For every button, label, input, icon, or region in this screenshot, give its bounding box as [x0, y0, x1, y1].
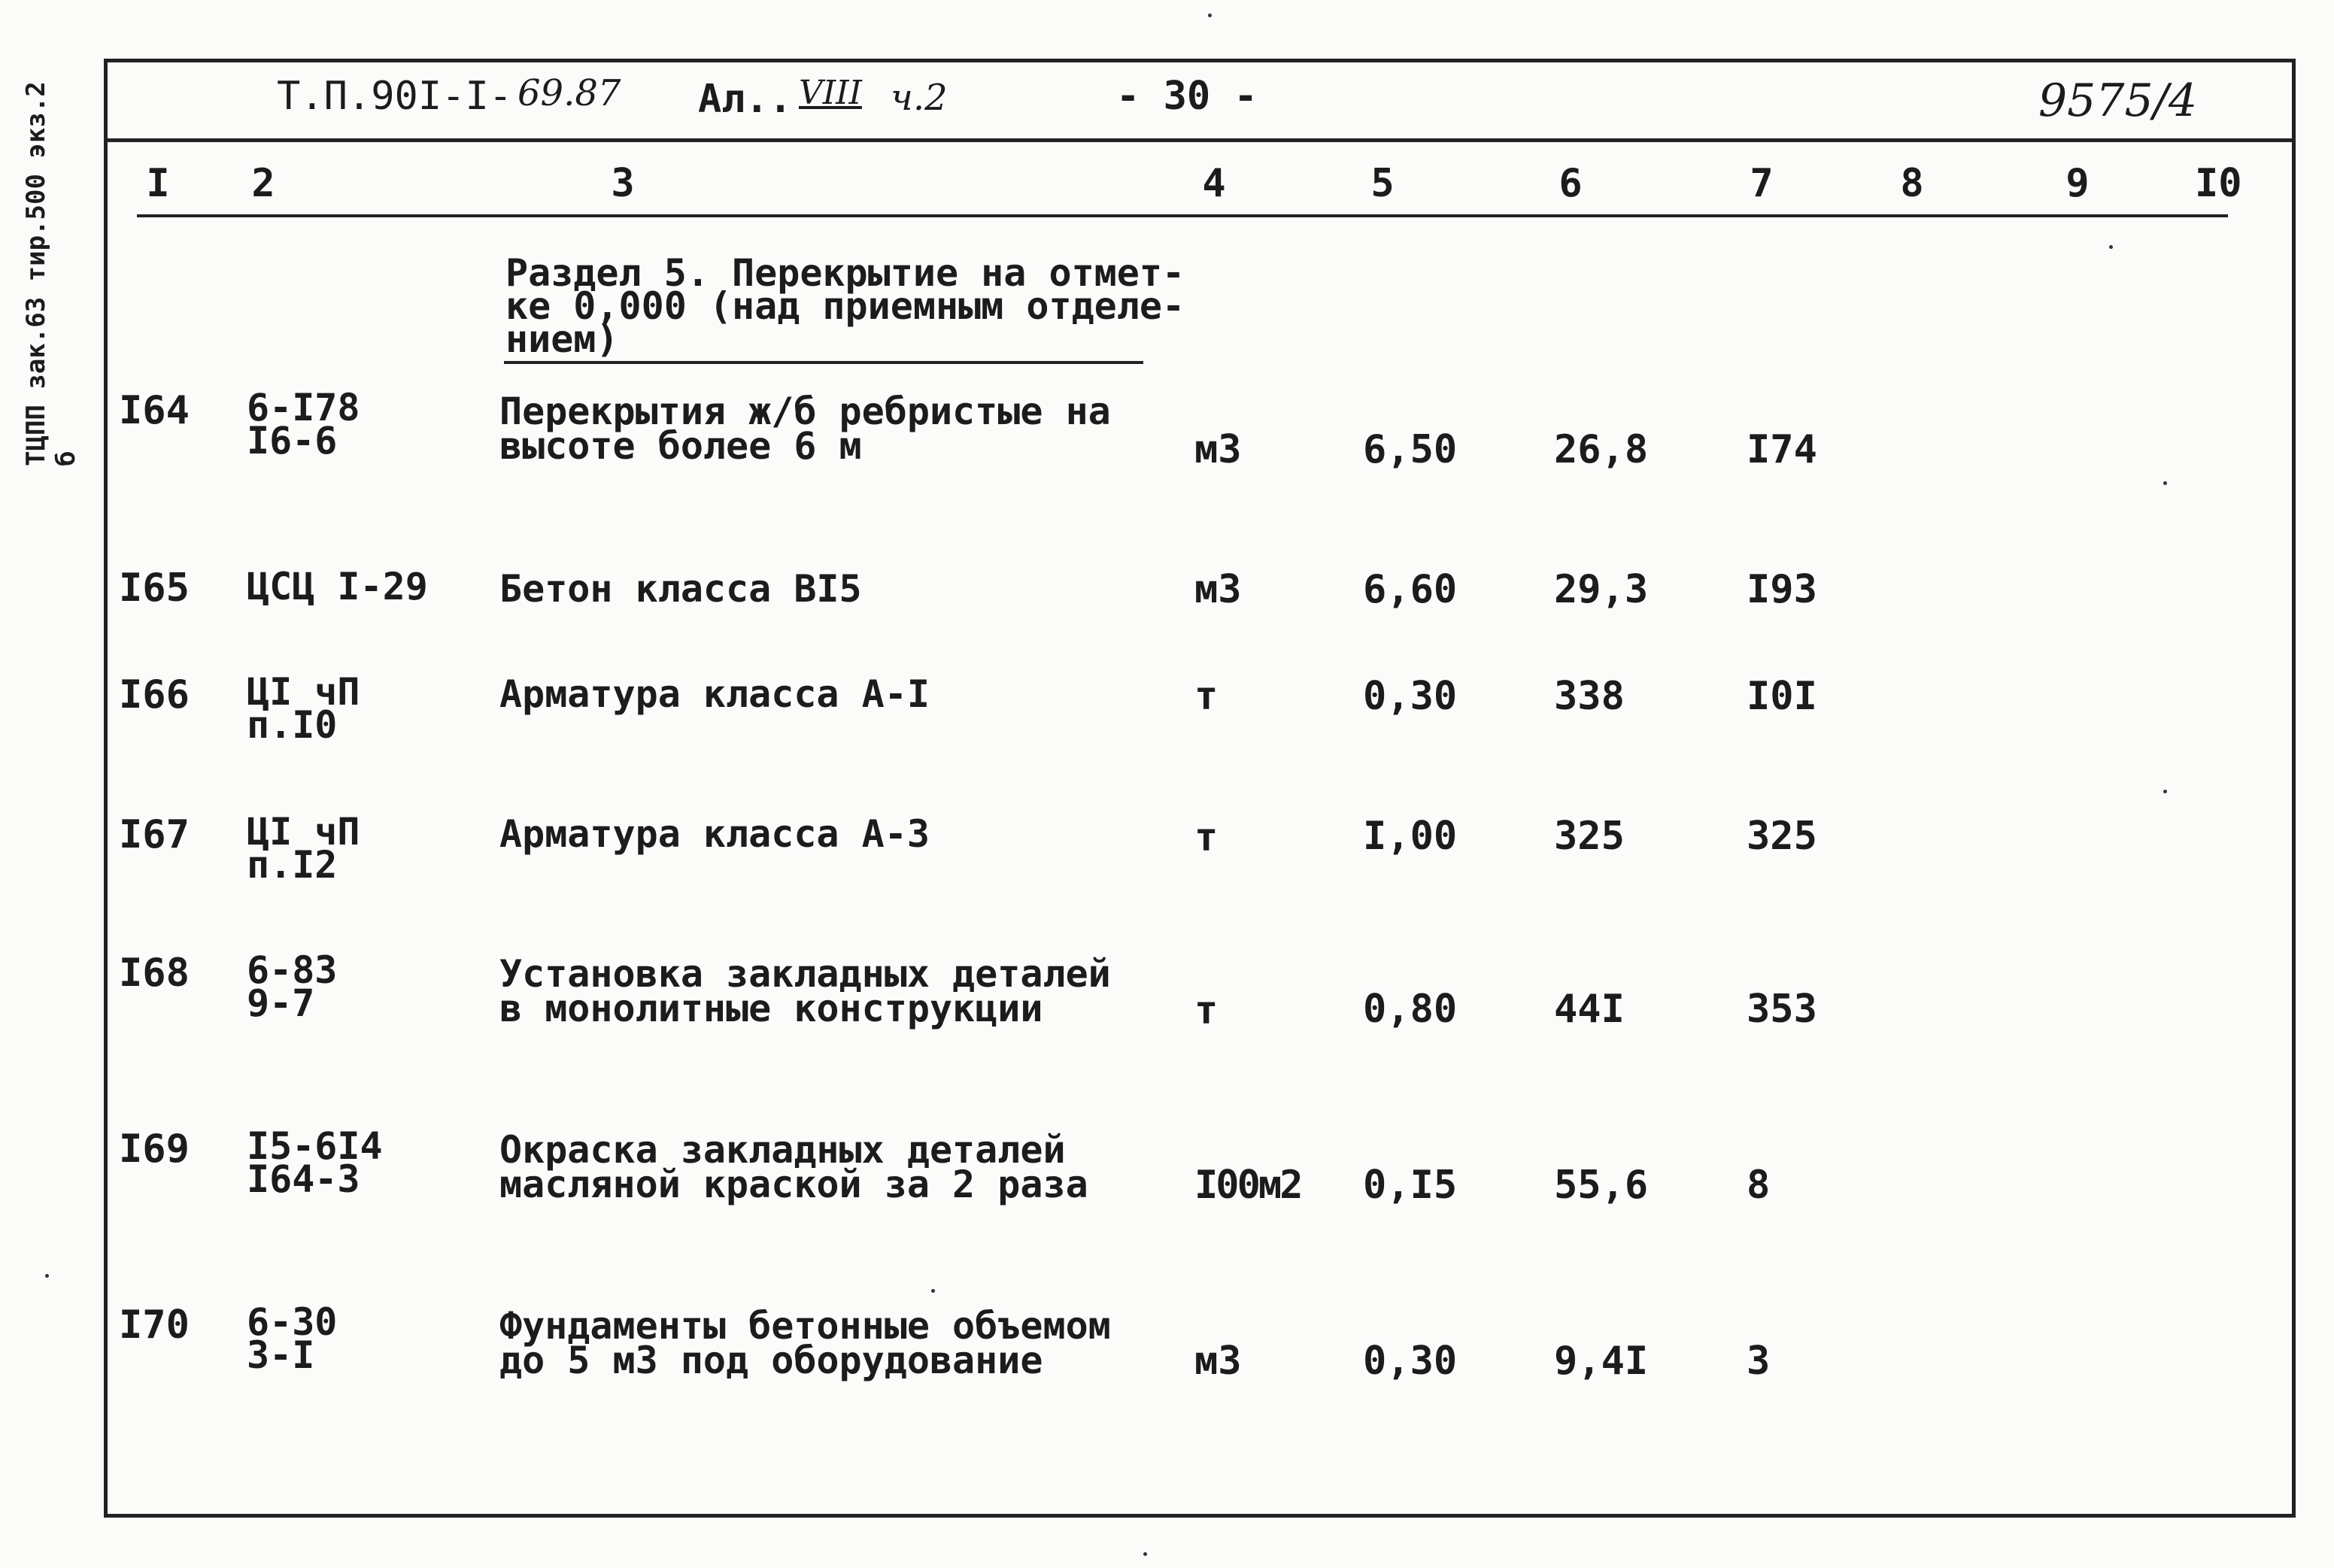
- col-header-1: I: [146, 161, 170, 206]
- album-number: VIII: [799, 74, 862, 112]
- quantity: 0,30: [1363, 1339, 1458, 1384]
- col-header-10: I0: [2195, 161, 2242, 206]
- row-number: I69: [119, 1127, 190, 1172]
- unit: т: [1194, 674, 1219, 719]
- work-name: Бетон класса BI5: [499, 567, 862, 611]
- row-number: I66: [119, 672, 190, 717]
- norm-code: I64-3: [247, 1157, 360, 1201]
- unit: т: [1194, 988, 1219, 1033]
- scan-speck: [1143, 1552, 1147, 1556]
- unit: I00м2: [1194, 1163, 1301, 1208]
- total: 325: [1747, 814, 1817, 859]
- work-name: высоте более 6 м: [499, 424, 862, 468]
- work-name: масляной краской за 2 раза: [499, 1163, 1088, 1206]
- part-handwritten: ч.2: [891, 77, 948, 119]
- unit-price: 29,3: [1554, 567, 1649, 612]
- norm-code: 6-I78: [247, 386, 360, 429]
- page-number: - 30 -: [1116, 74, 1258, 119]
- row-number: I68: [119, 951, 190, 996]
- norm-code: ЦСЦ I-29: [247, 565, 428, 608]
- col-header-2: 2: [251, 161, 275, 206]
- col-header-6: 6: [1559, 161, 1583, 206]
- norm-code: 6-83: [247, 948, 338, 992]
- norm-code: п.I2: [247, 843, 338, 887]
- norm-code: 6-30: [247, 1300, 338, 1344]
- section-title-line: нием): [505, 317, 619, 361]
- norm-code: I6-6: [247, 419, 338, 463]
- col-header-7: 7: [1750, 161, 1774, 206]
- row-number: I70: [119, 1303, 190, 1348]
- total: I93: [1747, 567, 1817, 612]
- row-number: I65: [119, 566, 190, 611]
- col-header-4: 4: [1202, 161, 1226, 206]
- section-title-line: ке 0,000 (над приемным отделе-: [505, 284, 1185, 328]
- total: 3: [1747, 1339, 1771, 1384]
- work-name: до 5 м3 под оборудование: [499, 1339, 1043, 1382]
- norm-code: п.I0: [247, 703, 338, 747]
- unit-price: 55,6: [1554, 1163, 1649, 1208]
- total: 8: [1747, 1163, 1771, 1208]
- total: I74: [1747, 427, 1817, 472]
- col-header-5: 5: [1370, 161, 1395, 206]
- col-header-9: 9: [2065, 161, 2090, 206]
- document-number: 9575/4: [2038, 74, 2198, 127]
- scan-speck: [2109, 245, 2113, 249]
- series-handwritten: 69.87: [517, 72, 621, 114]
- work-name: Фундаменты бетонные объемом: [499, 1304, 1111, 1348]
- row-number: I67: [119, 812, 190, 857]
- section-title-underline: [504, 361, 1143, 364]
- unit-price: 9,4I: [1554, 1339, 1649, 1384]
- norm-code: ЦI чП: [247, 670, 360, 714]
- work-name: Перекрытия ж/б ребристые на: [499, 390, 1111, 433]
- quantity: 0,I5: [1363, 1163, 1458, 1208]
- unit-price: 44I: [1554, 987, 1625, 1032]
- col-header-8: 8: [1900, 161, 1924, 206]
- unit-price: 338: [1554, 674, 1625, 719]
- norm-code: 9-7: [247, 981, 315, 1025]
- scan-speck: [2163, 790, 2167, 793]
- unit: т: [1194, 815, 1219, 860]
- work-name: в монолитные конструкции: [499, 987, 1043, 1030]
- series-printed: Т.П.90I-I-: [277, 74, 513, 119]
- norm-code: I5-6I4: [247, 1124, 383, 1168]
- work-name: Окраска закладных деталей: [499, 1128, 1066, 1172]
- column-header-rule: [137, 214, 2228, 217]
- quantity: I,00: [1363, 814, 1458, 859]
- work-name: Установка закладных деталей: [499, 952, 1111, 996]
- quantity: 0,30: [1363, 674, 1458, 719]
- total: 353: [1747, 987, 1817, 1032]
- scan-speck: [1208, 14, 1212, 17]
- section-title-line: Раздел 5. Перекрытие на отмет-: [505, 251, 1185, 295]
- unit: м3: [1194, 567, 1242, 612]
- scan-speck: [45, 1274, 49, 1278]
- quantity: 0,80: [1363, 987, 1458, 1032]
- margin-stamp: ТЦПП зак.63 тир.500 экз.2 б: [21, 81, 81, 466]
- work-name: Арматура класса А-3: [499, 812, 930, 856]
- col-header-3: 3: [611, 161, 635, 206]
- row-number: I64: [119, 388, 190, 433]
- scan-speck: [931, 1289, 935, 1293]
- unit: м3: [1194, 1339, 1242, 1384]
- unit-price: 325: [1554, 814, 1625, 859]
- total: I0I: [1747, 674, 1817, 719]
- unit: м3: [1194, 427, 1242, 472]
- work-name: Арматура класса А-I: [499, 672, 930, 716]
- norm-code: ЦI чП: [247, 810, 360, 854]
- header-rule: [104, 138, 2296, 142]
- quantity: 6,50: [1363, 427, 1458, 472]
- page-frame: [104, 59, 2296, 1518]
- album-label: Ал..: [698, 77, 793, 122]
- quantity: 6,60: [1363, 567, 1458, 612]
- unit-price: 26,8: [1554, 427, 1649, 472]
- scan-speck: [2163, 481, 2167, 485]
- norm-code: 3-I: [247, 1333, 315, 1377]
